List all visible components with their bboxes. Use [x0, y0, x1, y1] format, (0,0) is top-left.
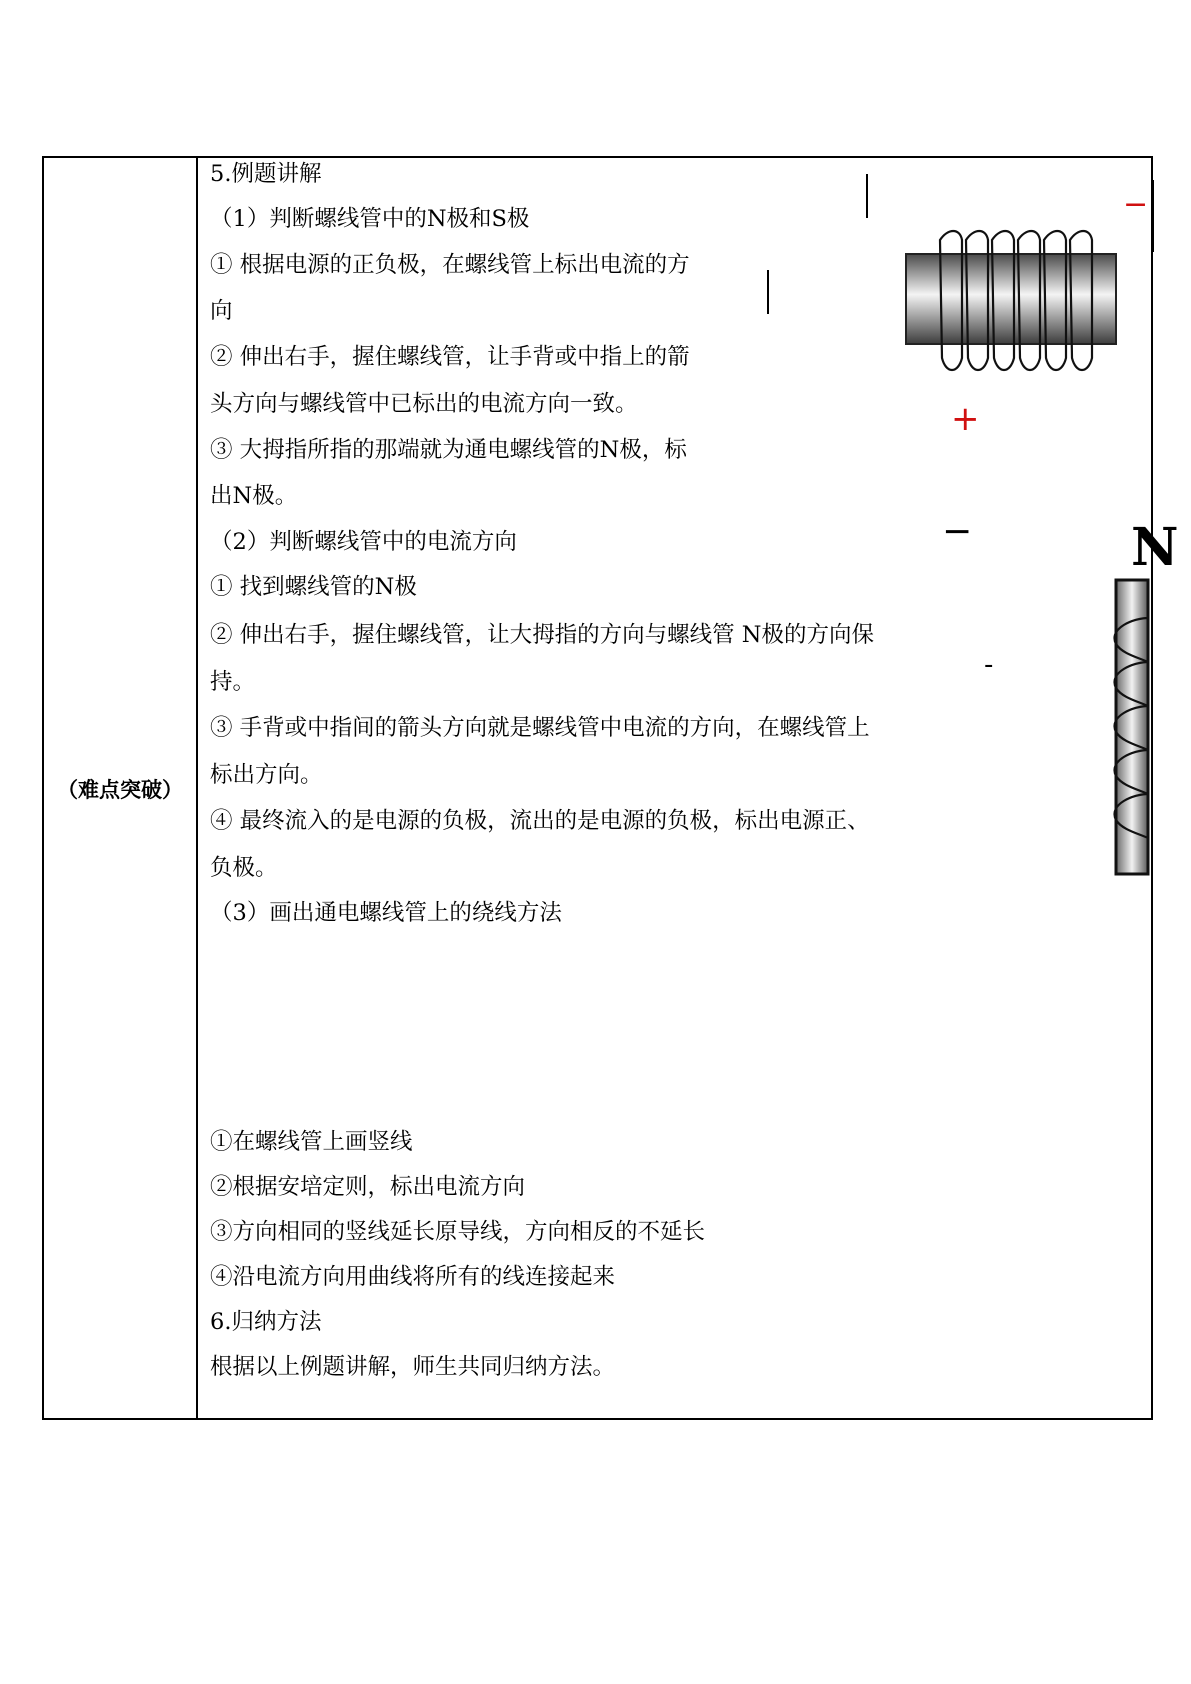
section-title: 5.例题讲解 — [210, 161, 322, 187]
minus-sign: - — [984, 650, 994, 680]
step-text: ②根据安培定则，标出电流方向 — [210, 1174, 526, 1200]
subsection-title: （3）画出通电螺线管上的绕线方法 — [210, 900, 562, 926]
step-text: ③方向相同的竖线延长原导线，方向相反的不延长 — [210, 1219, 706, 1245]
step-text: 负极。 — [210, 855, 278, 881]
horizontal-solenoid-figure — [900, 228, 1120, 368]
step-text: 头方向与螺线管中已标出的电流方向一致。 — [210, 391, 638, 417]
step-text: 出N极。 — [210, 483, 298, 509]
section-title: 6.归纳方法 — [210, 1309, 322, 1335]
wire-segment — [1152, 180, 1154, 252]
solenoid-core — [906, 254, 1116, 344]
minus-sign: − — [1123, 187, 1149, 222]
wire-segment — [767, 270, 769, 314]
step-text: ④ 最终流入的是电源的负极，流出的是电源的负极，标出电源正、 — [210, 808, 870, 834]
column-divider — [196, 156, 198, 1420]
step-text: 持。 — [210, 669, 256, 695]
pole-label-n: N — [1131, 517, 1179, 578]
step-text: ①在螺线管上画竖线 — [210, 1129, 413, 1155]
step-text: ② 伸出右手，握住螺线管，让手背或中指上的箭 — [210, 344, 690, 370]
wire-segment — [866, 174, 868, 218]
step-text: ① 找到螺线管的N极 — [210, 574, 417, 600]
step-text: ① 根据电源的正负极，在螺线管上标出电流的方 — [210, 252, 690, 278]
minus-sign: − — [942, 511, 973, 552]
subsection-title: （1）判断螺线管中的N极和S极 — [210, 206, 530, 232]
step-text: 向 — [210, 298, 233, 324]
step-text: ④沿电流方向用曲线将所有的线连接起来 — [210, 1264, 616, 1290]
row-label: （难点突破） — [57, 778, 183, 802]
step-text: ③ 大拇指所指的那端就为通电螺线管的N极，标 — [210, 437, 687, 463]
summary-text: 根据以上例题讲解，师生共同归纳方法。 — [210, 1354, 616, 1380]
solenoid-core — [1116, 580, 1148, 874]
step-text: ③ 手背或中指间的箭头方向就是螺线管中电流的方向，在螺线管上 — [210, 715, 870, 741]
vertical-solenoid-figure — [1104, 578, 1154, 878]
step-text: ② 伸出右手，握住螺线管，让大拇指的方向与螺线管 N极的方向保 — [210, 622, 874, 648]
plus-sign: + — [951, 399, 980, 439]
step-text: 标出方向。 — [210, 762, 323, 788]
subsection-title: （2）判断螺线管中的电流方向 — [210, 529, 517, 555]
